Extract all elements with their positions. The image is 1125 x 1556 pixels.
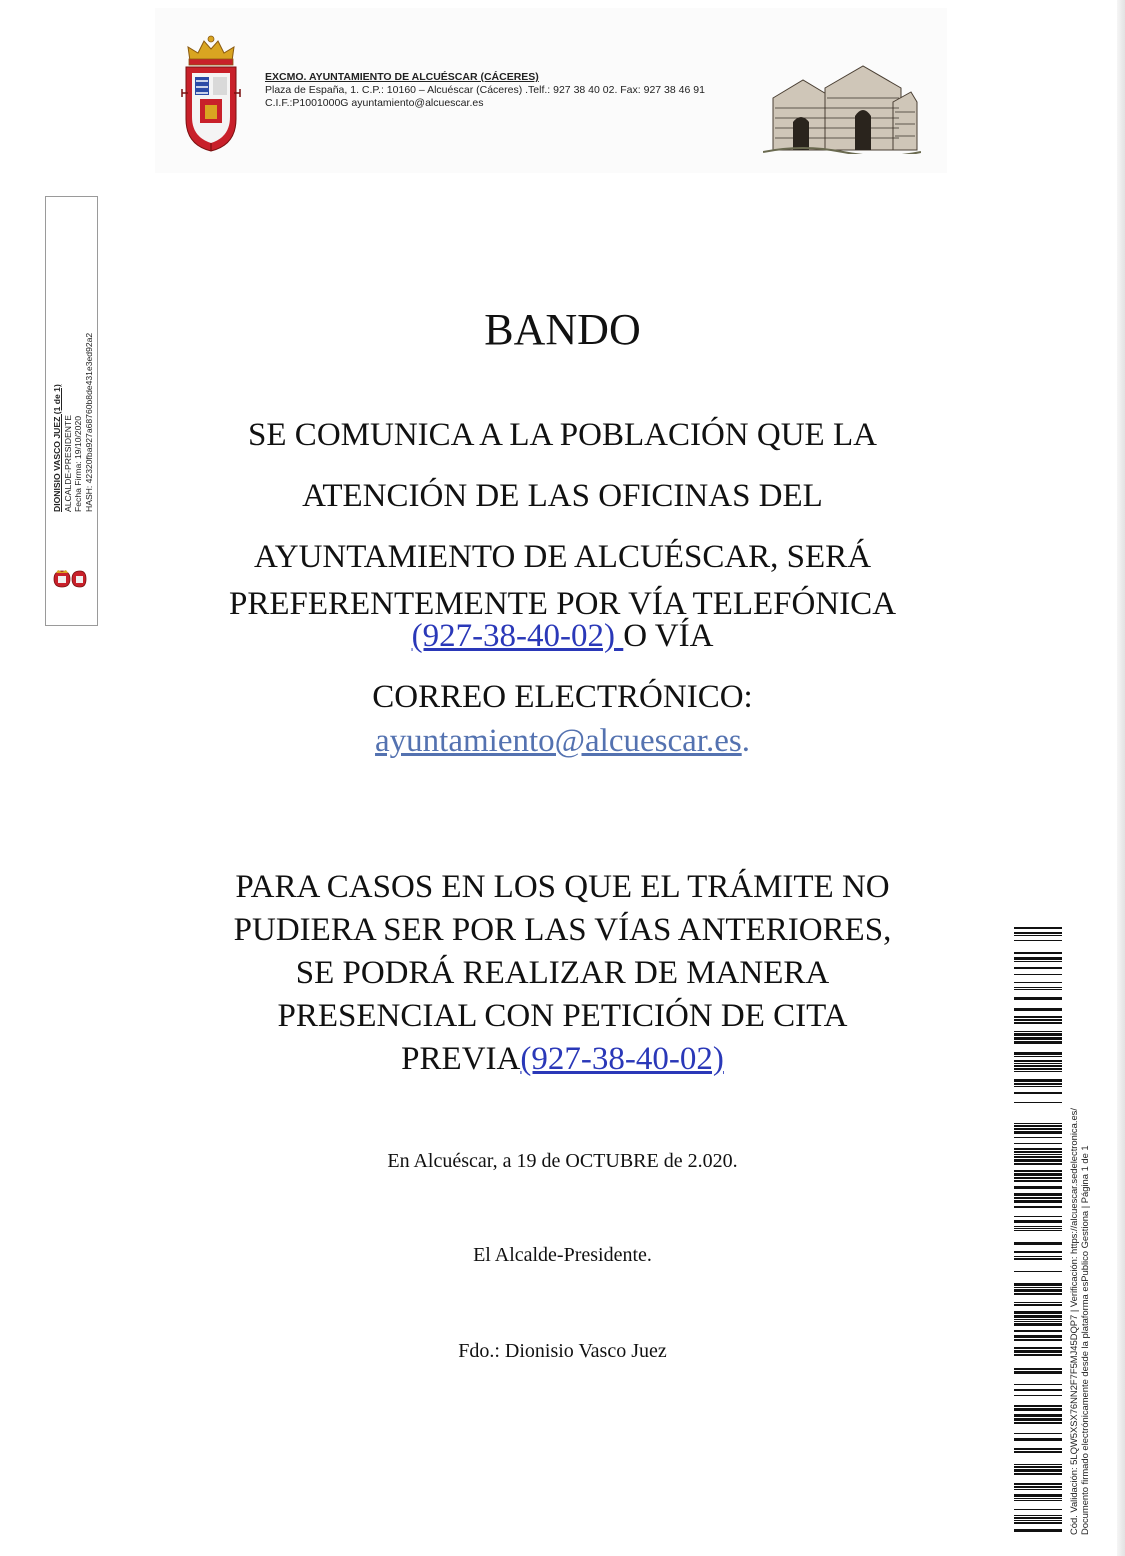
barcode-bar	[1014, 1125, 1062, 1127]
barcode-bar	[1014, 974, 1062, 975]
barcode-bar	[1014, 1293, 1062, 1295]
coat-of-arms-icon	[178, 33, 244, 153]
barcode-bar	[1014, 1529, 1062, 1532]
barcode-bar	[1014, 1371, 1062, 1374]
barcode-bar	[1014, 1200, 1062, 1203]
seal-icon	[52, 568, 88, 590]
validation-code-line: Cód. Validación: 5LQW5XSX76NN2F7F5MJ45DQP7 | Verificación: https://alcuescar.sedelectronica.es/	[1068, 1108, 1079, 1535]
notice-paragraph-1	[160, 405, 965, 757]
barcode-bar	[1014, 1473, 1062, 1475]
letterhead	[155, 8, 947, 173]
para1-line6: CORREO ELECTRÓNICO:	[372, 679, 753, 715]
barcode-bar	[1014, 1283, 1062, 1286]
barcode-bar	[1014, 1228, 1062, 1229]
barcode-bar	[1014, 1151, 1062, 1153]
barcode-bar	[1014, 1216, 1062, 1217]
barcode-bar	[1014, 1433, 1062, 1434]
org-name: EXCMO. AYUNTAMIENTO DE ALCUÉSCAR (CÁCERES)	[265, 71, 539, 83]
barcode-bar	[1014, 987, 1062, 988]
barcode-bar	[1014, 1226, 1062, 1227]
barcode-bar	[1014, 1315, 1062, 1318]
barcode-bar	[1014, 1494, 1062, 1497]
church-icon	[763, 58, 921, 154]
barcode-bar	[1014, 1092, 1062, 1094]
signature-stamp-text	[52, 333, 94, 512]
barcode-bar	[1014, 1289, 1062, 1292]
barcode-bar	[1014, 957, 1062, 960]
barcode-bar	[1014, 1206, 1062, 1208]
barcode-bar	[1014, 927, 1062, 929]
page-edge	[1117, 0, 1125, 1556]
barcode-bar	[1014, 1395, 1062, 1396]
barcode-bar	[1014, 1464, 1062, 1465]
signer-role-stamp: ALCALDE-PRESIDENTE	[62, 415, 73, 512]
barcode-bar	[1014, 1438, 1062, 1441]
barcode-bar	[1014, 1156, 1062, 1158]
barcode-bar	[1014, 1230, 1062, 1231]
barcode-bar	[1014, 1163, 1062, 1165]
barcode-bar	[1014, 1251, 1062, 1253]
barcode-bar	[1014, 1063, 1062, 1064]
barcode-bar	[1014, 1522, 1062, 1524]
barcode-bar	[1014, 1173, 1062, 1176]
barcode-bar	[1014, 1065, 1062, 1067]
appointment-phone-link[interactable]: (927-38-40-02)	[520, 1041, 724, 1077]
email-link[interactable]: ayuntamiento@alcuescar.es	[375, 723, 742, 759]
phone-after-text: O VÍA	[623, 618, 714, 654]
para1-line2: ATENCIÓN DE LAS OFICINAS DEL	[302, 478, 823, 514]
barcode-bar	[1014, 1128, 1062, 1130]
para2-line3: SE PODRÁ REALIZAR DE MANERA	[295, 955, 830, 991]
barcode-bar	[1014, 1302, 1062, 1303]
barcode-bar	[1014, 1304, 1062, 1306]
barcode-bar	[1014, 1509, 1062, 1510]
signer-name-stamp: DIONISIO VASCO JUEZ (1 de 1)	[52, 384, 62, 512]
barcode-bar	[1014, 1414, 1062, 1417]
barcode-icon	[1014, 927, 1062, 1533]
signature-date-stamp: Fecha Firma: 19/10/2020	[73, 415, 83, 512]
barcode-bar	[1014, 1339, 1062, 1341]
phone-link[interactable]: (927-38-40-02)	[411, 618, 624, 654]
barcode-bar	[1014, 1068, 1062, 1070]
barcode-bar	[1014, 1335, 1062, 1338]
barcode-bar	[1014, 1258, 1062, 1260]
barcode-bar	[1014, 1159, 1062, 1162]
barcode-bar	[1014, 1022, 1062, 1024]
validation-text	[1068, 1108, 1090, 1535]
barcode-bar	[1014, 1193, 1062, 1196]
barcode-bar	[1014, 1469, 1062, 1472]
barcode-bar	[1014, 1517, 1062, 1519]
barcode-bar	[1014, 1083, 1062, 1085]
barcode-bar	[1014, 1515, 1062, 1516]
date-line: En Alcuéscar, a 19 de OCTUBRE de 2.020.	[387, 1150, 738, 1172]
barcode-bar	[1014, 1483, 1062, 1485]
barcode-bar	[1014, 1498, 1062, 1499]
barcode-bar	[1014, 1186, 1062, 1189]
barcode-bar	[1014, 1418, 1062, 1421]
barcode-bar	[1014, 1041, 1062, 1044]
barcode-bar	[1014, 1422, 1062, 1424]
barcode-bar	[1014, 982, 1062, 983]
barcode-bar	[1014, 1323, 1062, 1326]
barcode-bar	[1014, 1016, 1062, 1018]
para1-line3: AYUNTAMIENTO DE ALCUÉSCAR, SERÁ	[253, 539, 872, 575]
para1-line7	[160, 725, 965, 757]
mayor-role-line: El Alcalde-Presidente.	[473, 1244, 652, 1266]
para1-line4: PREFERENTEMENTE POR VÍA TELEFÓNICA	[228, 586, 897, 622]
barcode-bar	[1014, 1389, 1062, 1391]
barcode-bar	[1014, 1137, 1062, 1138]
barcode-bar	[1014, 1520, 1062, 1521]
barcode-bar	[1014, 1071, 1062, 1072]
org-cif-email: C.I.F.:P1001000G ayuntamiento@alcuescar.es	[265, 97, 484, 109]
barcode-bar	[1014, 1079, 1062, 1082]
barcode-bar	[1014, 1451, 1062, 1453]
barcode-bar	[1014, 1031, 1062, 1032]
barcode-bar	[1014, 1287, 1062, 1288]
barcode-bar	[1014, 1319, 1062, 1320]
letterhead-text	[265, 71, 705, 110]
barcode-bar	[1014, 1060, 1062, 1062]
barcode-bar	[1014, 1242, 1062, 1245]
barcode-bar	[1014, 967, 1062, 969]
barcode-bar	[1014, 1170, 1062, 1172]
barcode-bar	[1014, 1123, 1062, 1124]
barcode-bar	[1014, 989, 1062, 990]
barcode-bar	[1014, 1489, 1062, 1490]
barcode-bar	[1014, 1154, 1062, 1155]
email-after-text: .	[741, 723, 750, 759]
barcode-bar	[1014, 1408, 1062, 1411]
para1-line5	[160, 620, 965, 652]
barcode-bar	[1014, 1148, 1062, 1150]
barcode-bar	[1014, 1177, 1062, 1179]
barcode-bar	[1014, 1321, 1062, 1322]
para2-line4: PRESENCIAL CON PETICIÓN DE CITA	[277, 998, 848, 1034]
barcode-bar	[1014, 1086, 1062, 1087]
barcode-bar	[1014, 935, 1062, 936]
barcode-bar	[1014, 1347, 1062, 1349]
barcode-bar	[1014, 1354, 1062, 1356]
barcode-bar	[1014, 961, 1062, 962]
barcode-bar	[1014, 1220, 1062, 1223]
barcode-bar	[1014, 1052, 1062, 1055]
barcode-bar	[1014, 1008, 1062, 1011]
barcode-bar	[1014, 1056, 1062, 1057]
barcode-bar	[1014, 1368, 1062, 1370]
barcode-bar	[1014, 1405, 1062, 1407]
para1-line1: SE COMUNICA A LA POBLACIÓN QUE LA	[248, 417, 877, 453]
barcode-bar	[1014, 1500, 1062, 1501]
validation-platform-line: Documento firmado electrónicamente desde la plataforma esPublico Gestiona | Página 1 de 1	[1079, 1145, 1090, 1535]
barcode-bar	[1014, 1037, 1062, 1040]
barcode-bar	[1014, 1448, 1062, 1450]
barcode-bar	[1014, 1330, 1062, 1332]
para2-line1: PARA CASOS EN LOS QUE EL TRÁMITE NO	[235, 869, 890, 905]
signature-hash-stamp: HASH: 42320fba927a68760b8de431e3ed92a2	[83, 332, 94, 512]
para2-line2: PUDIERA SER POR LAS VÍAS ANTERIORES,	[233, 912, 892, 948]
barcode-bar	[1014, 1271, 1062, 1272]
barcode-bar	[1014, 1466, 1062, 1468]
barcode-bar	[1014, 952, 1062, 954]
document-title: BANDO	[484, 305, 641, 354]
notice-paragraph-2	[160, 866, 965, 1081]
barcode-bar	[1014, 1019, 1062, 1021]
signer-line: Fdo.: Dionisio Vasco Juez	[458, 1340, 667, 1362]
barcode-bar	[1014, 1384, 1062, 1385]
barcode-bar	[1014, 1311, 1062, 1314]
barcode-bar	[1014, 932, 1062, 934]
barcode-bar	[1014, 997, 1062, 1000]
barcode-bar	[1014, 1033, 1062, 1036]
para2-line5	[160, 1038, 965, 1081]
barcode-bar	[1014, 1350, 1062, 1353]
barcode-bar	[1014, 1102, 1062, 1103]
barcode-bar	[1014, 1486, 1062, 1488]
para2-prefix: PREVIA	[401, 1041, 521, 1077]
barcode-bar	[1014, 1197, 1062, 1199]
barcode-bar	[1014, 1131, 1062, 1134]
barcode-bar	[1014, 1180, 1062, 1182]
org-address: Plaza de España, 1. C.P.: 10160 – Alcuéscar (Cáceres) .Telf.: 927 38 40 02. Fax: 927 38 46 91	[265, 84, 705, 96]
barcode-bar	[1014, 940, 1062, 941]
barcode-bar	[1014, 1143, 1062, 1144]
barcode-bar	[1014, 1256, 1062, 1257]
